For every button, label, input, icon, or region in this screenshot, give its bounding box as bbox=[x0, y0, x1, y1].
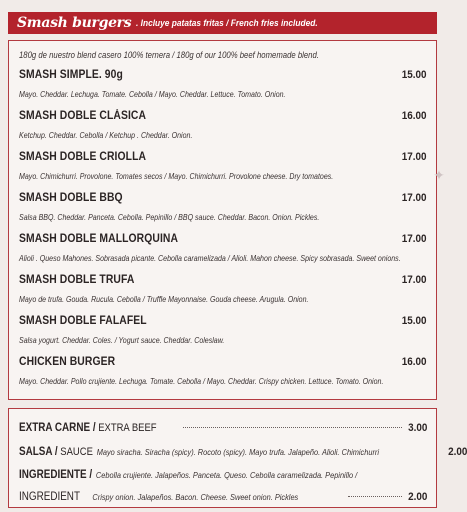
extra-name-en: EXTRA BEEF bbox=[95, 422, 157, 434]
item-price: 17.00 bbox=[402, 233, 427, 245]
item-name: SMASH DOBLE CRIOLLA bbox=[19, 151, 147, 163]
item-description: Mayo. Chimichurri. Provolone. Tomates secos / Mayo. Chimichurri. Provolone cheese. Dry tomatoes. bbox=[19, 171, 334, 181]
extra-name-en: INGREDIENT bbox=[19, 491, 80, 503]
item-price: 16.00 bbox=[402, 110, 427, 122]
extra-description: Mayo siracha. Siracha (spicy). Rocoto (spicy). Mayo trufa. Jalapeño. Alioli. Chimichurri bbox=[96, 447, 380, 457]
menu-item bbox=[19, 356, 427, 386]
extra-row-salsa bbox=[19, 442, 467, 460]
item-name: SMASH DOBLE BBQ bbox=[19, 192, 123, 204]
menu-item bbox=[19, 315, 427, 345]
section-title: Smash burgers bbox=[17, 15, 132, 31]
extra-name-en: SAUCE bbox=[57, 446, 93, 458]
item-name: CHICKEN BURGER bbox=[19, 356, 116, 368]
extra-name: EXTRA CARNE / bbox=[19, 422, 96, 434]
item-name: SMASH DOBLE MALLORQUINA bbox=[19, 233, 179, 245]
item-price: 17.00 bbox=[402, 151, 427, 163]
menu-item bbox=[19, 110, 427, 140]
item-description: Mayo. Cheddar. Lechuga. Tomate. Cebolla / Mayo. Cheddar. Lettuce. Tomato. Onion. bbox=[19, 89, 286, 99]
item-name: SMASH DOBLE CLÁSICA bbox=[19, 110, 147, 122]
intro-text: 180g de nuestro blend casero 100% ternera / 180g of our 100% beef homemade blend. bbox=[19, 50, 319, 60]
item-price: 16.00 bbox=[402, 356, 427, 368]
extra-price: 3.00 bbox=[407, 422, 427, 434]
menu-item bbox=[19, 274, 427, 304]
burgers-panel bbox=[8, 40, 437, 400]
item-description: Salsa BBQ. Cheddar. Panceta. Cebolla. Pepinillo / BBQ sauce. Cheddar. Bacon. Onion. Pickles. bbox=[19, 212, 320, 222]
item-description: Mayo de trufa. Gouda. Rucula. Cebolla / Truffle Mayonnaise. Gouda cheese. Arugula. Onion. bbox=[19, 294, 309, 304]
sparkle-icon: ✦ bbox=[433, 167, 445, 183]
extra-price: 2.00 bbox=[407, 491, 427, 503]
item-price: 17.00 bbox=[402, 274, 427, 286]
item-name: SMASH DOBLE FALAFEL bbox=[19, 315, 147, 327]
dot-leader bbox=[348, 496, 402, 497]
item-description: Ketchup. Cheddar. Cebolla / Ketchup . Cheddar. Onion. bbox=[19, 130, 193, 140]
menu-item bbox=[19, 233, 427, 263]
item-description: Salsa yogurt. Cheddar. Coles. / Yogurt sauce. Cheddar. Coleslaw. bbox=[19, 335, 225, 345]
menu-item bbox=[19, 69, 427, 99]
extra-name: SALSA / bbox=[19, 446, 58, 458]
item-description: Mayo. Cheddar. Pollo crujiente. Lechuga. Tomate. Cebolla / Mayo. Cheddar. Crispy chicken. Lettuce. Tomato. Onion. bbox=[19, 376, 384, 386]
item-name: SMASH SIMPLE. 90g bbox=[19, 69, 123, 81]
item-name: SMASH DOBLE TRUFA bbox=[19, 274, 135, 286]
extras-panel bbox=[8, 408, 467, 508]
extra-row-ingrediente bbox=[19, 465, 427, 505]
item-price: 15.00 bbox=[402, 315, 427, 327]
menu-item bbox=[19, 192, 427, 222]
extra-row-carne bbox=[19, 418, 427, 436]
item-description: Alioli . Queso Mahones. Sobrasada picante. Cebolla caramelizada / Alioli. Mahon cheese. Spicy sobrasada. Sweet onions. bbox=[19, 253, 401, 263]
extra-description: Crispy onion. Jalapeños. Bacon. Cheese. Sweet onion. Pickles bbox=[92, 492, 299, 502]
section-subtitle: . Incluye patatas fritas / French fries included. bbox=[136, 17, 318, 29]
dot-leader bbox=[183, 427, 402, 428]
extra-name: INGREDIENTE / bbox=[19, 469, 93, 481]
item-price: 17.00 bbox=[402, 192, 427, 204]
extra-price: 2.00 bbox=[447, 446, 467, 458]
item-price: 15.00 bbox=[402, 69, 427, 81]
menu-item bbox=[19, 151, 427, 181]
extra-description: Cebolla crujiente. Jalapeños. Panceta. Queso. Cebolla caramelizada. Pepinillo / bbox=[95, 470, 358, 480]
section-header bbox=[8, 12, 437, 34]
